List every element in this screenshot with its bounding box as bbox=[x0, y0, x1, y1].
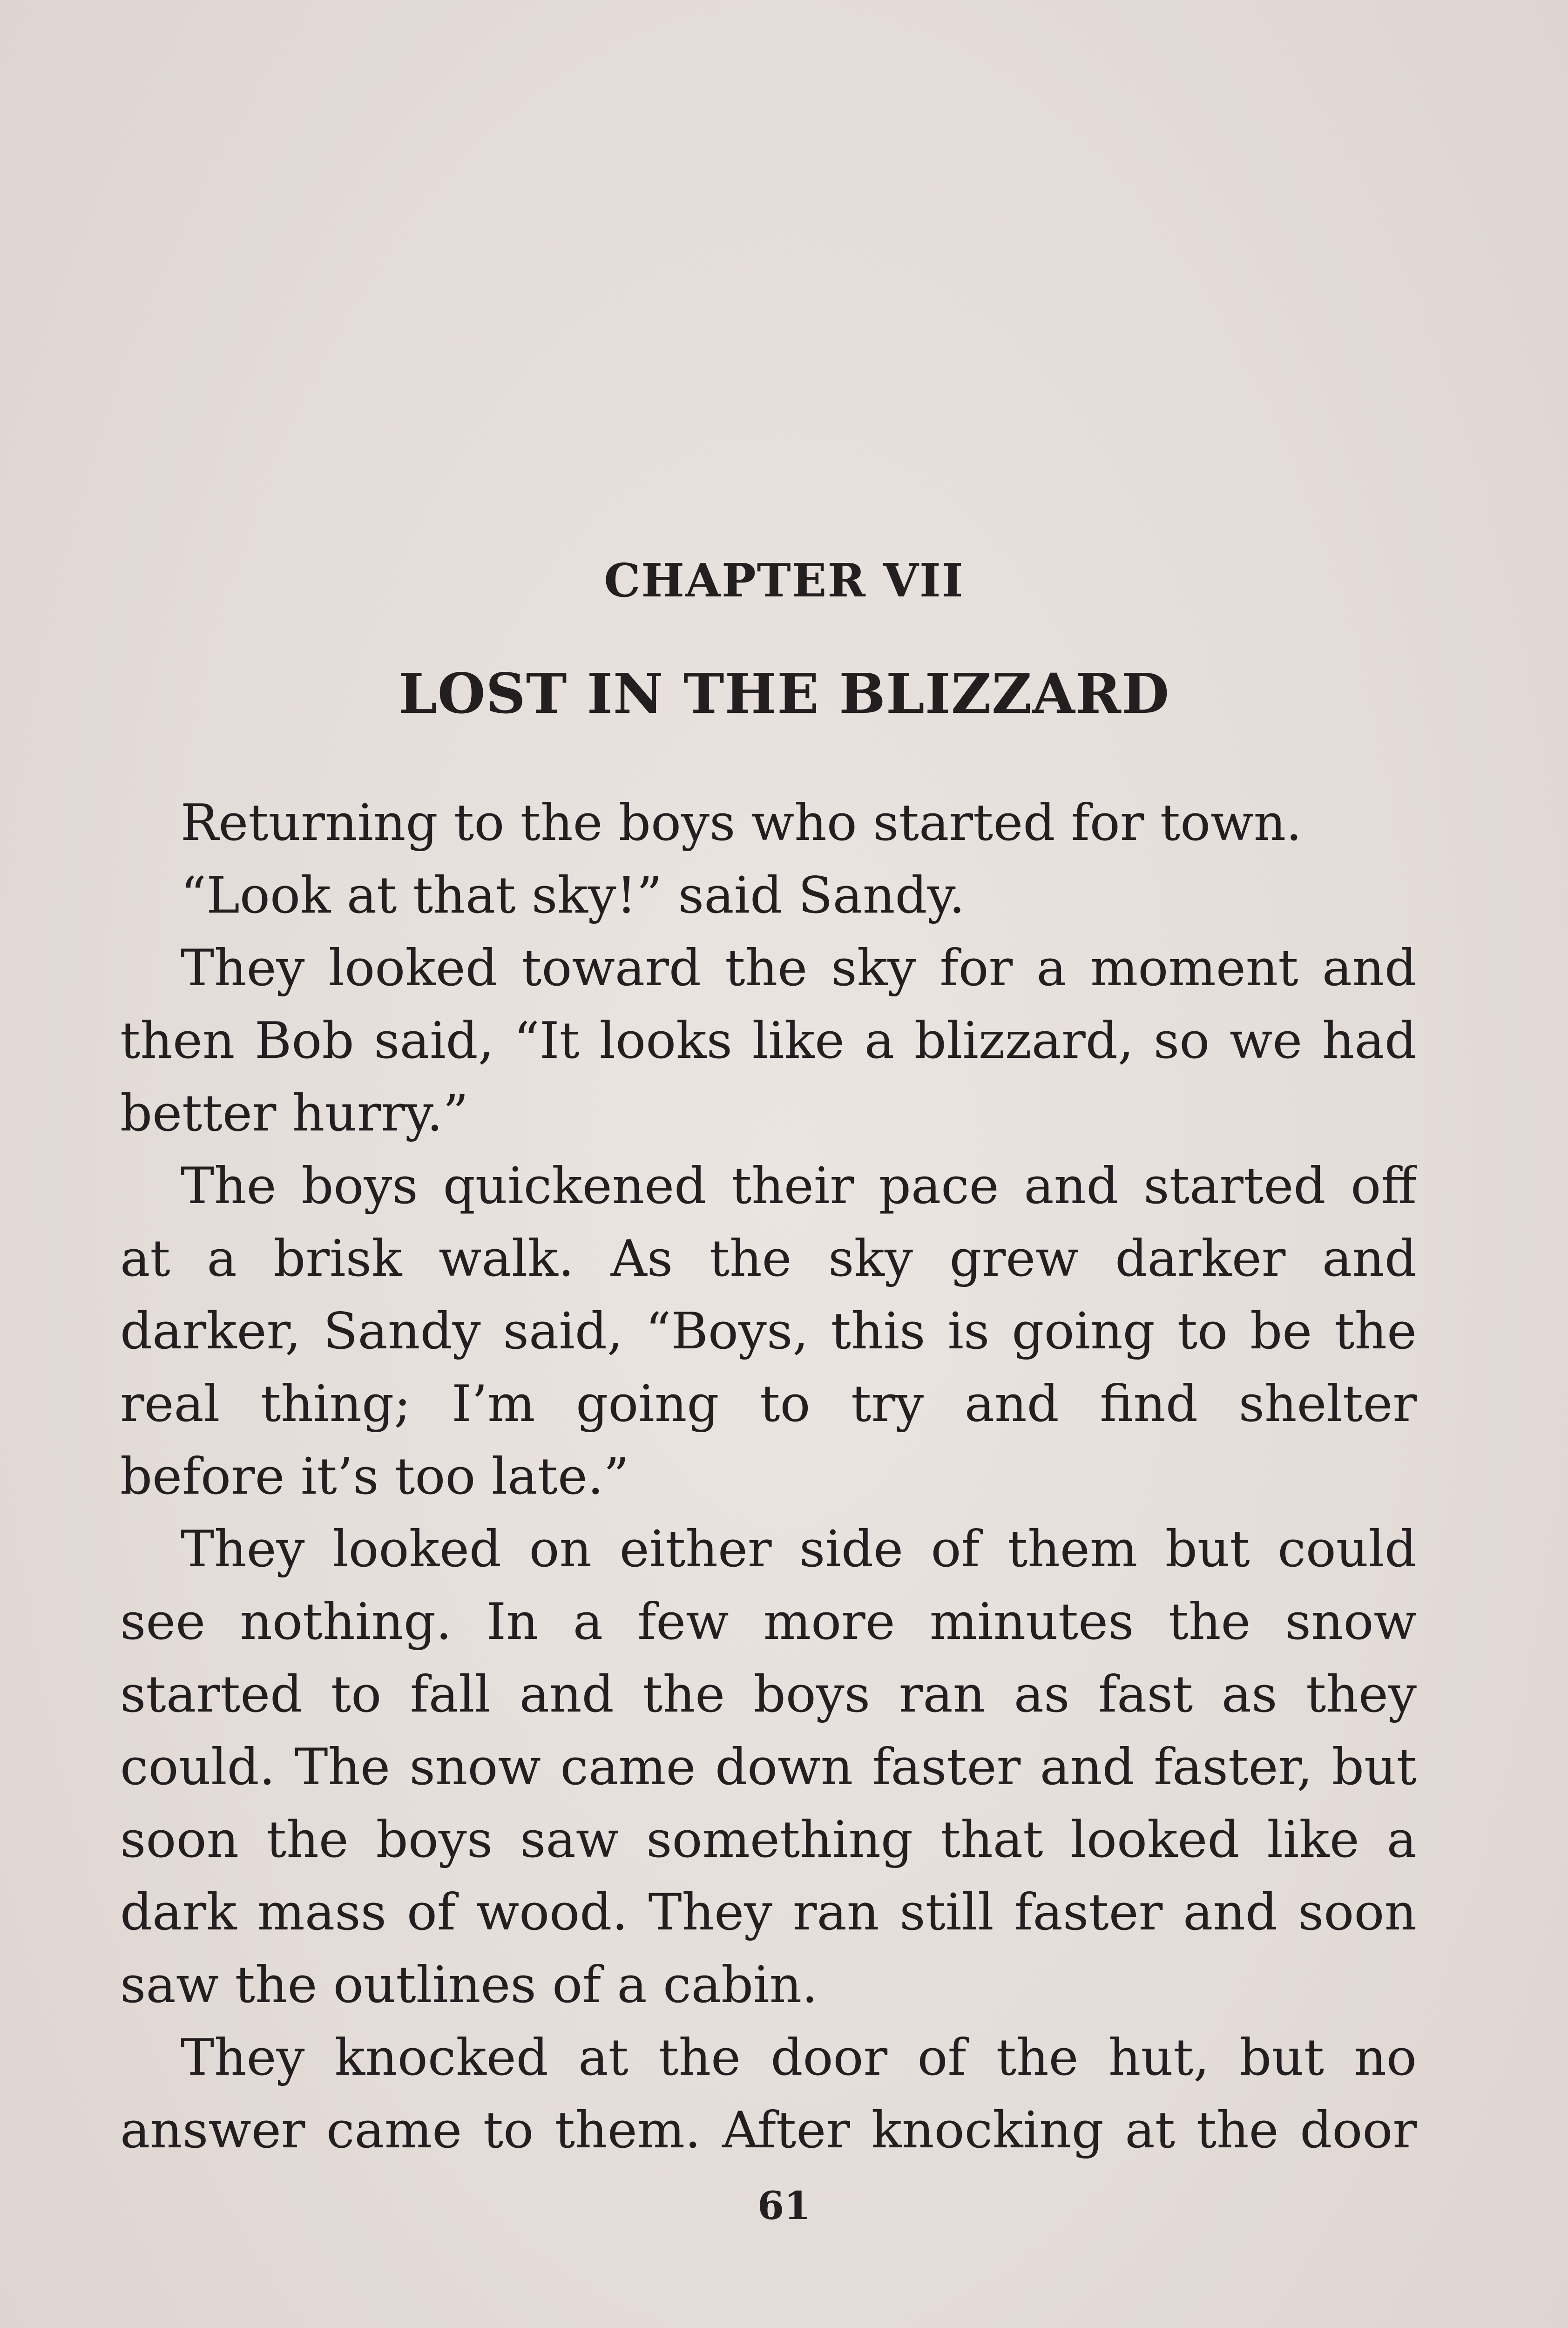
text-line: Returning to the boys who started for town. bbox=[181, 794, 1302, 852]
text-line: The boys quickened their pace and started off bbox=[181, 1157, 1417, 1215]
text-line: saw the outlines of a cabin. bbox=[120, 1956, 818, 2014]
chapter-number: CHAPTER VII bbox=[604, 554, 964, 608]
text-line: could. The snow came down faster and faster, but bbox=[120, 1738, 1417, 1796]
text-line: better hurry.” bbox=[120, 1084, 469, 1143]
text-line: real thing; I’m going to try and find shelter bbox=[120, 1375, 1417, 1433]
text-line: darker, Sandy said, “Boys, this is going to be the bbox=[120, 1302, 1417, 1360]
text-line: at a brisk walk. As the sky grew darker and bbox=[120, 1230, 1417, 1288]
text-line: dark mass of wood. They ran still faster and soon bbox=[120, 1883, 1417, 1942]
text-line: answer came to them. After knocking at the door bbox=[120, 2101, 1417, 2159]
text-line: soon the boys saw something that looked like a bbox=[120, 1811, 1417, 1869]
text-line: see nothing. In a few more minutes the snow bbox=[120, 1593, 1417, 1651]
text-line: “Look at that sky!” said Sandy. bbox=[181, 866, 965, 925]
page-number: 61 bbox=[757, 2184, 811, 2228]
chapter-title: LOST IN THE BLIZZARD bbox=[398, 661, 1170, 726]
text-line: They looked toward the sky for a moment and bbox=[181, 939, 1417, 997]
text-line: before it’s too late.” bbox=[120, 1448, 629, 1506]
text-line: They looked on either side of them but could bbox=[181, 1520, 1417, 1578]
text-line: started to fall and the boys ran as fast as they bbox=[120, 1665, 1417, 1724]
text-line: then Bob said, “It looks like a blizzard, so we had bbox=[120, 1012, 1417, 1070]
text-line: They knocked at the door of the hut, but no bbox=[181, 2029, 1417, 2087]
